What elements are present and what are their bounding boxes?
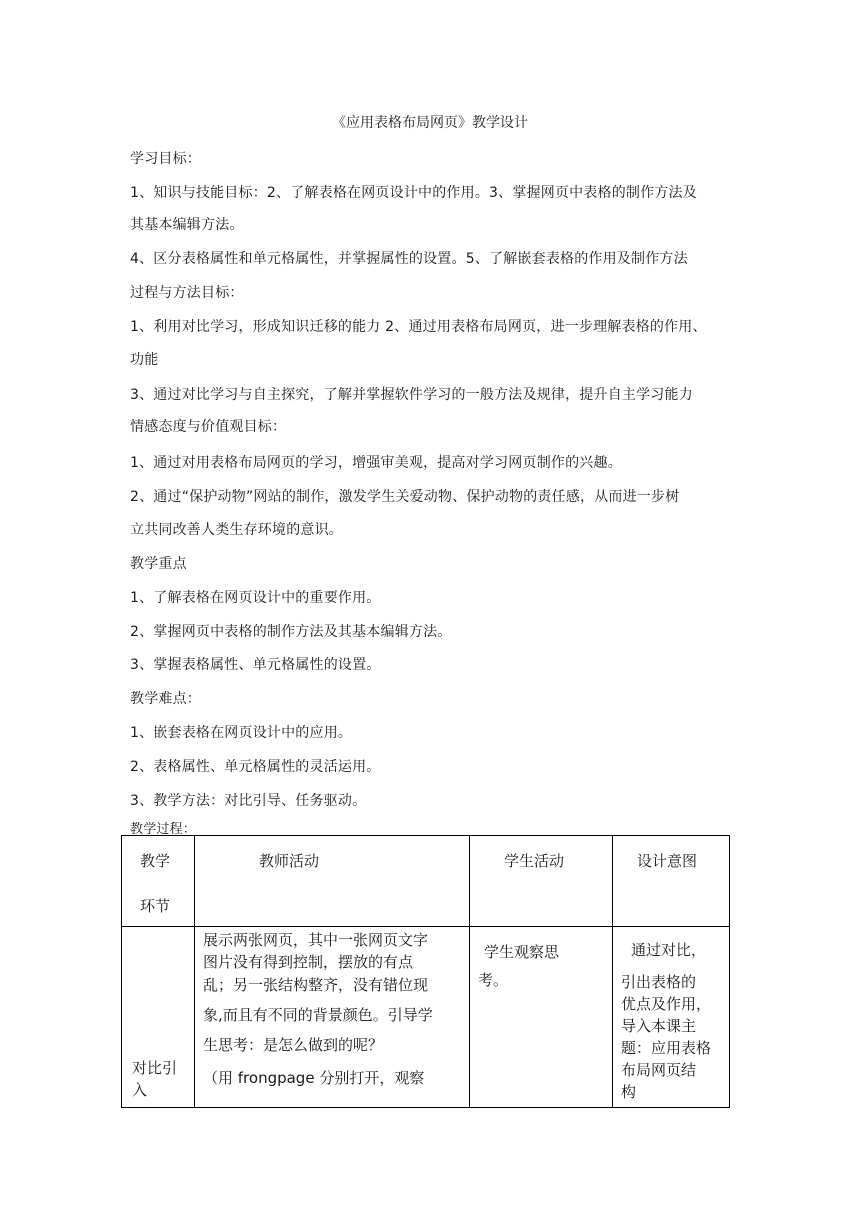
text-line: 3、教学方法：对比引导、任务驱动。 — [130, 793, 367, 809]
header-cell-teacher: 教师活动 — [195, 836, 470, 927]
text-line: 2、表格属性、单元格属性的灵活运用。 — [130, 759, 381, 775]
header-cell-design: 设计意图 — [613, 836, 730, 927]
text-line: 其基本编辑方法。 — [130, 217, 244, 233]
header-cell-student: 学生活动 — [470, 836, 613, 927]
table-header-row — [122, 836, 730, 927]
teaching-process-table — [121, 835, 730, 1108]
text-line: 立共同改善人类生存环境的意识。 — [130, 522, 343, 538]
text-line: 学习目标： — [130, 151, 201, 167]
document-title: 《应用表格布局网页》教学设计 — [332, 115, 528, 131]
text-line: 3、通过对比学习与自主探究，了解并掌握软件学习的一般方法及规律，提升自主学习能力 — [130, 387, 693, 403]
table-row — [122, 927, 730, 1108]
header-cell-stage: 教学 环节 — [122, 836, 195, 927]
text-line: 1、嵌套表格在网页设计中的应用。 — [130, 725, 353, 741]
cell-design: 通过对比， 引出表格的 优点及作用， 导入本课主 题：应用表格 布局网页结 构 — [613, 927, 730, 1108]
text-line: 2、掌握网页中表格的制作方法及其基本编辑方法。 — [130, 624, 452, 640]
text-line: 功能 — [130, 352, 159, 368]
text-line: 过程与方法目标： — [130, 285, 244, 301]
text-line: 2、通过“保护动物”网站的制作，激发学生关爱动物、保护动物的责任感，从而进一步树 — [130, 489, 680, 505]
text-line: 情感态度与价值观目标： — [130, 419, 287, 435]
text-line: 1、了解表格在网页设计中的重要作用。 — [130, 590, 381, 606]
text-line: 1、利用对比学习，形成知识迁移的能力 2、通过用表格布局网页，进一步理解表格的作用、 — [130, 319, 707, 335]
cell-student: 学生观察思 考。 — [470, 927, 613, 1108]
text-line: 1、知识与技能目标：2、了解表格在网页设计中的作用。3、掌握网页中表格的制作方法及 — [130, 185, 697, 201]
text-line: 教学难点： — [130, 691, 201, 707]
text-line: 3、掌握表格属性、单元格属性的设置。 — [130, 657, 381, 673]
text-line: 4、区分表格属性和单元格属性，并掌握属性的设置。5、了解嵌套表格的作用及制作方法 — [130, 251, 688, 267]
text-line: 1、通过对用表格布局网页的学习，增强审美观，提高对学习网页制作的兴趣。 — [130, 455, 622, 471]
process-label: 教学过程： — [130, 822, 197, 837]
text-line: 教学重点 — [130, 556, 187, 572]
cell-teacher: 展示两张网页，其中一张网页文字 图片没有得到控制，摆放的有点 乱；另一张结构整齐，没有错位现 象,而且有不同的背景颜色。引导学 生思考：是怎么做到的呢？ （用 frongpage 分别打开，观察 — [195, 927, 470, 1108]
cell-stage: 对比引入 — [122, 927, 195, 1108]
